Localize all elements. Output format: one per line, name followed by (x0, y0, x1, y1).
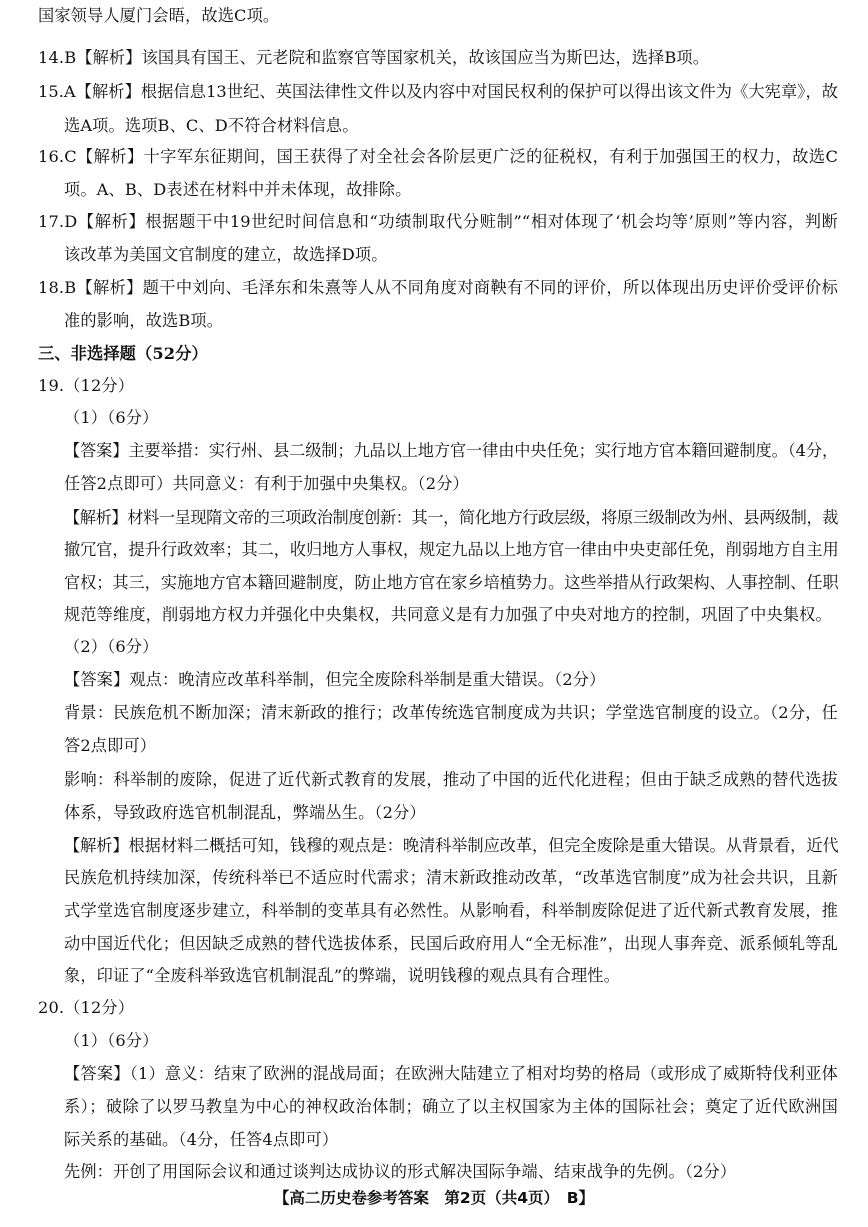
section-heading: 三、非选择题（52分） (38, 344, 208, 363)
q19-part2-heading: （2）（6分） (64, 637, 159, 656)
q19-part2-analysis-c: 式学堂选官制度逐步建立，科举制的变革具有必然性。从影响看，科举制废除促进了近代新式教育发展，推 (64, 901, 838, 920)
q19-part2-background-b: 答2点即可） (64, 736, 157, 755)
q19-part1-answer-a: 【答案】主要举措：实行州、县二级制；九品以上地方官一律由中央任免；实行地方官本籍回避制度。（4分， (64, 441, 838, 460)
q19-part2-answer: 【答案】观点：晚清应改革科举制，但完全废除科举制是重大错误。（2分） (64, 670, 606, 689)
q19-part1-analysis-c: 官权；其三，实施地方官本籍回避制度，防止地方官在家乡培植势力。这些举措从行政架构、人事控制、任职 (64, 573, 839, 592)
page-footer: 【高二历史卷参考答案 第2页（共4页） B】 (273, 1189, 595, 1207)
q19-part1-answer-b: 任答2点即可）共同意义：有利于加强中央集权。（2分） (64, 474, 469, 493)
q19-part1-analysis-d: 规范等维度，削弱地方权力并强化中央集权，共同意义是有力加强了中央对地方的控制，巩固了中央集权。 (64, 605, 832, 624)
text-line-q17-b: 该改革为美国文官制度的建立，故选择D项。 (64, 245, 388, 264)
q19-part2-background-a: 背景：民族危机不断加深；清末新政的推行；改革传统选官制度成为共识；学堂选官制度的设立。（2分，任 (64, 703, 838, 722)
question-20-heading: 20.（12分） (38, 998, 135, 1017)
text-line-q13-end: 国家领导人厦门会晤，故选C项。 (38, 6, 280, 25)
text-line-q15-a: 15.A【解析】根据信息13世纪、英国法律性文件以及内容中对国民权利的保护可以得出该文件为《大宪章》，故 (38, 82, 838, 101)
q19-part1-heading: （1）（6分） (64, 408, 159, 427)
text-line-q17-a: 17.D【解析】根据题干中19世纪时间信息和“功绩制取代分赃制”“相对体现了‘机会均等’原则”等内容，判断 (38, 212, 838, 231)
text-line-q15-b: 选A项。选项B、C、D不符合材料信息。 (64, 116, 359, 135)
q20-part1-answer-a: 【答案】（1）意义：结束了欧洲的混战局面；在欧洲大陆建立了相对均势的格局（或形成了威斯特伐利亚体 (64, 1064, 838, 1083)
text-line-q14: 14.B【解析】该国具有国王、元老院和监察官等国家机关，故该国应当为斯巴达，选择B项。 (38, 48, 710, 67)
question-19-heading: 19.（12分） (38, 376, 135, 395)
q19-part1-analysis-a: 【解析】材料一呈现隋文帝的三项政治制度创新：其一，简化地方行政层级，将原三级制改为州、县两级制，裁 (64, 508, 838, 527)
q19-part2-analysis-a: 【解析】根据材料二概括可知，钱穆的观点是：晚清科举制应改革，但完全废除是重大错误。从背景看，近代 (64, 836, 839, 855)
q20-part1-precedent: 先例：开创了用国际会议和通过谈判达成协议的形式解决国际争端、结束战争的先例。（2分） (64, 1162, 737, 1181)
text-line-q18-b: 准的影响，故选B项。 (64, 311, 224, 330)
q20-part1-answer-c: 际关系的基础。（4分，任答4点即可） (64, 1130, 339, 1149)
text-line-q16-b: 项。A、B、D表述在材料中并未体现，故排除。 (64, 180, 412, 199)
q19-part2-analysis-e: 象，印证了“全废科举致选官机制混乱”的弊端，说明钱穆的观点具有合理性。 (64, 966, 620, 985)
q20-part1-answer-b: 系）；破除了以罗马教皇为中心的神权政治体制；确立了以主权国家为主体的国际社会；奠定了近代欧洲国 (64, 1097, 838, 1116)
q19-part2-impact-b: 体系，导致政府选官机制混乱，弊端丛生。（2分） (64, 803, 426, 822)
q19-part2-impact-a: 影响：科举制的废除，促进了近代新式教育的发展，推动了中国的近代化进程；但由于缺乏成熟的替代选拔 (64, 770, 838, 789)
text-line-q16-a: 16.C【解析】十字军东征期间，国王获得了对全社会各阶层更广泛的征税权，有利于加强国王的权力，故选C (38, 147, 838, 166)
q19-part1-analysis-b: 撤冗官，提升行政效率；其二，收归地方人事权，规定九品以上地方官一律由中央吏部任免，削弱地方自主用 (64, 540, 839, 559)
q19-part2-analysis-d: 动中国近代化；但因缺乏成熟的替代选拔体系，民国后政府用人“全无标准”，出现人事奔竞、派系倾轧等乱 (64, 934, 838, 953)
q20-part1-heading: （1）（6分） (64, 1031, 159, 1050)
q19-part2-analysis-b: 民族危机持续加深，传统科举已不适应时代需求；清末新政推动改革，“改革选官制度”成为社会共识，且新 (64, 868, 838, 887)
text-line-q18-a: 18.B【解析】题干中刘向、毛泽东和朱熹等人从不同角度对商鞅有不同的评价，所以体现出历史评价受评价标 (38, 278, 838, 297)
